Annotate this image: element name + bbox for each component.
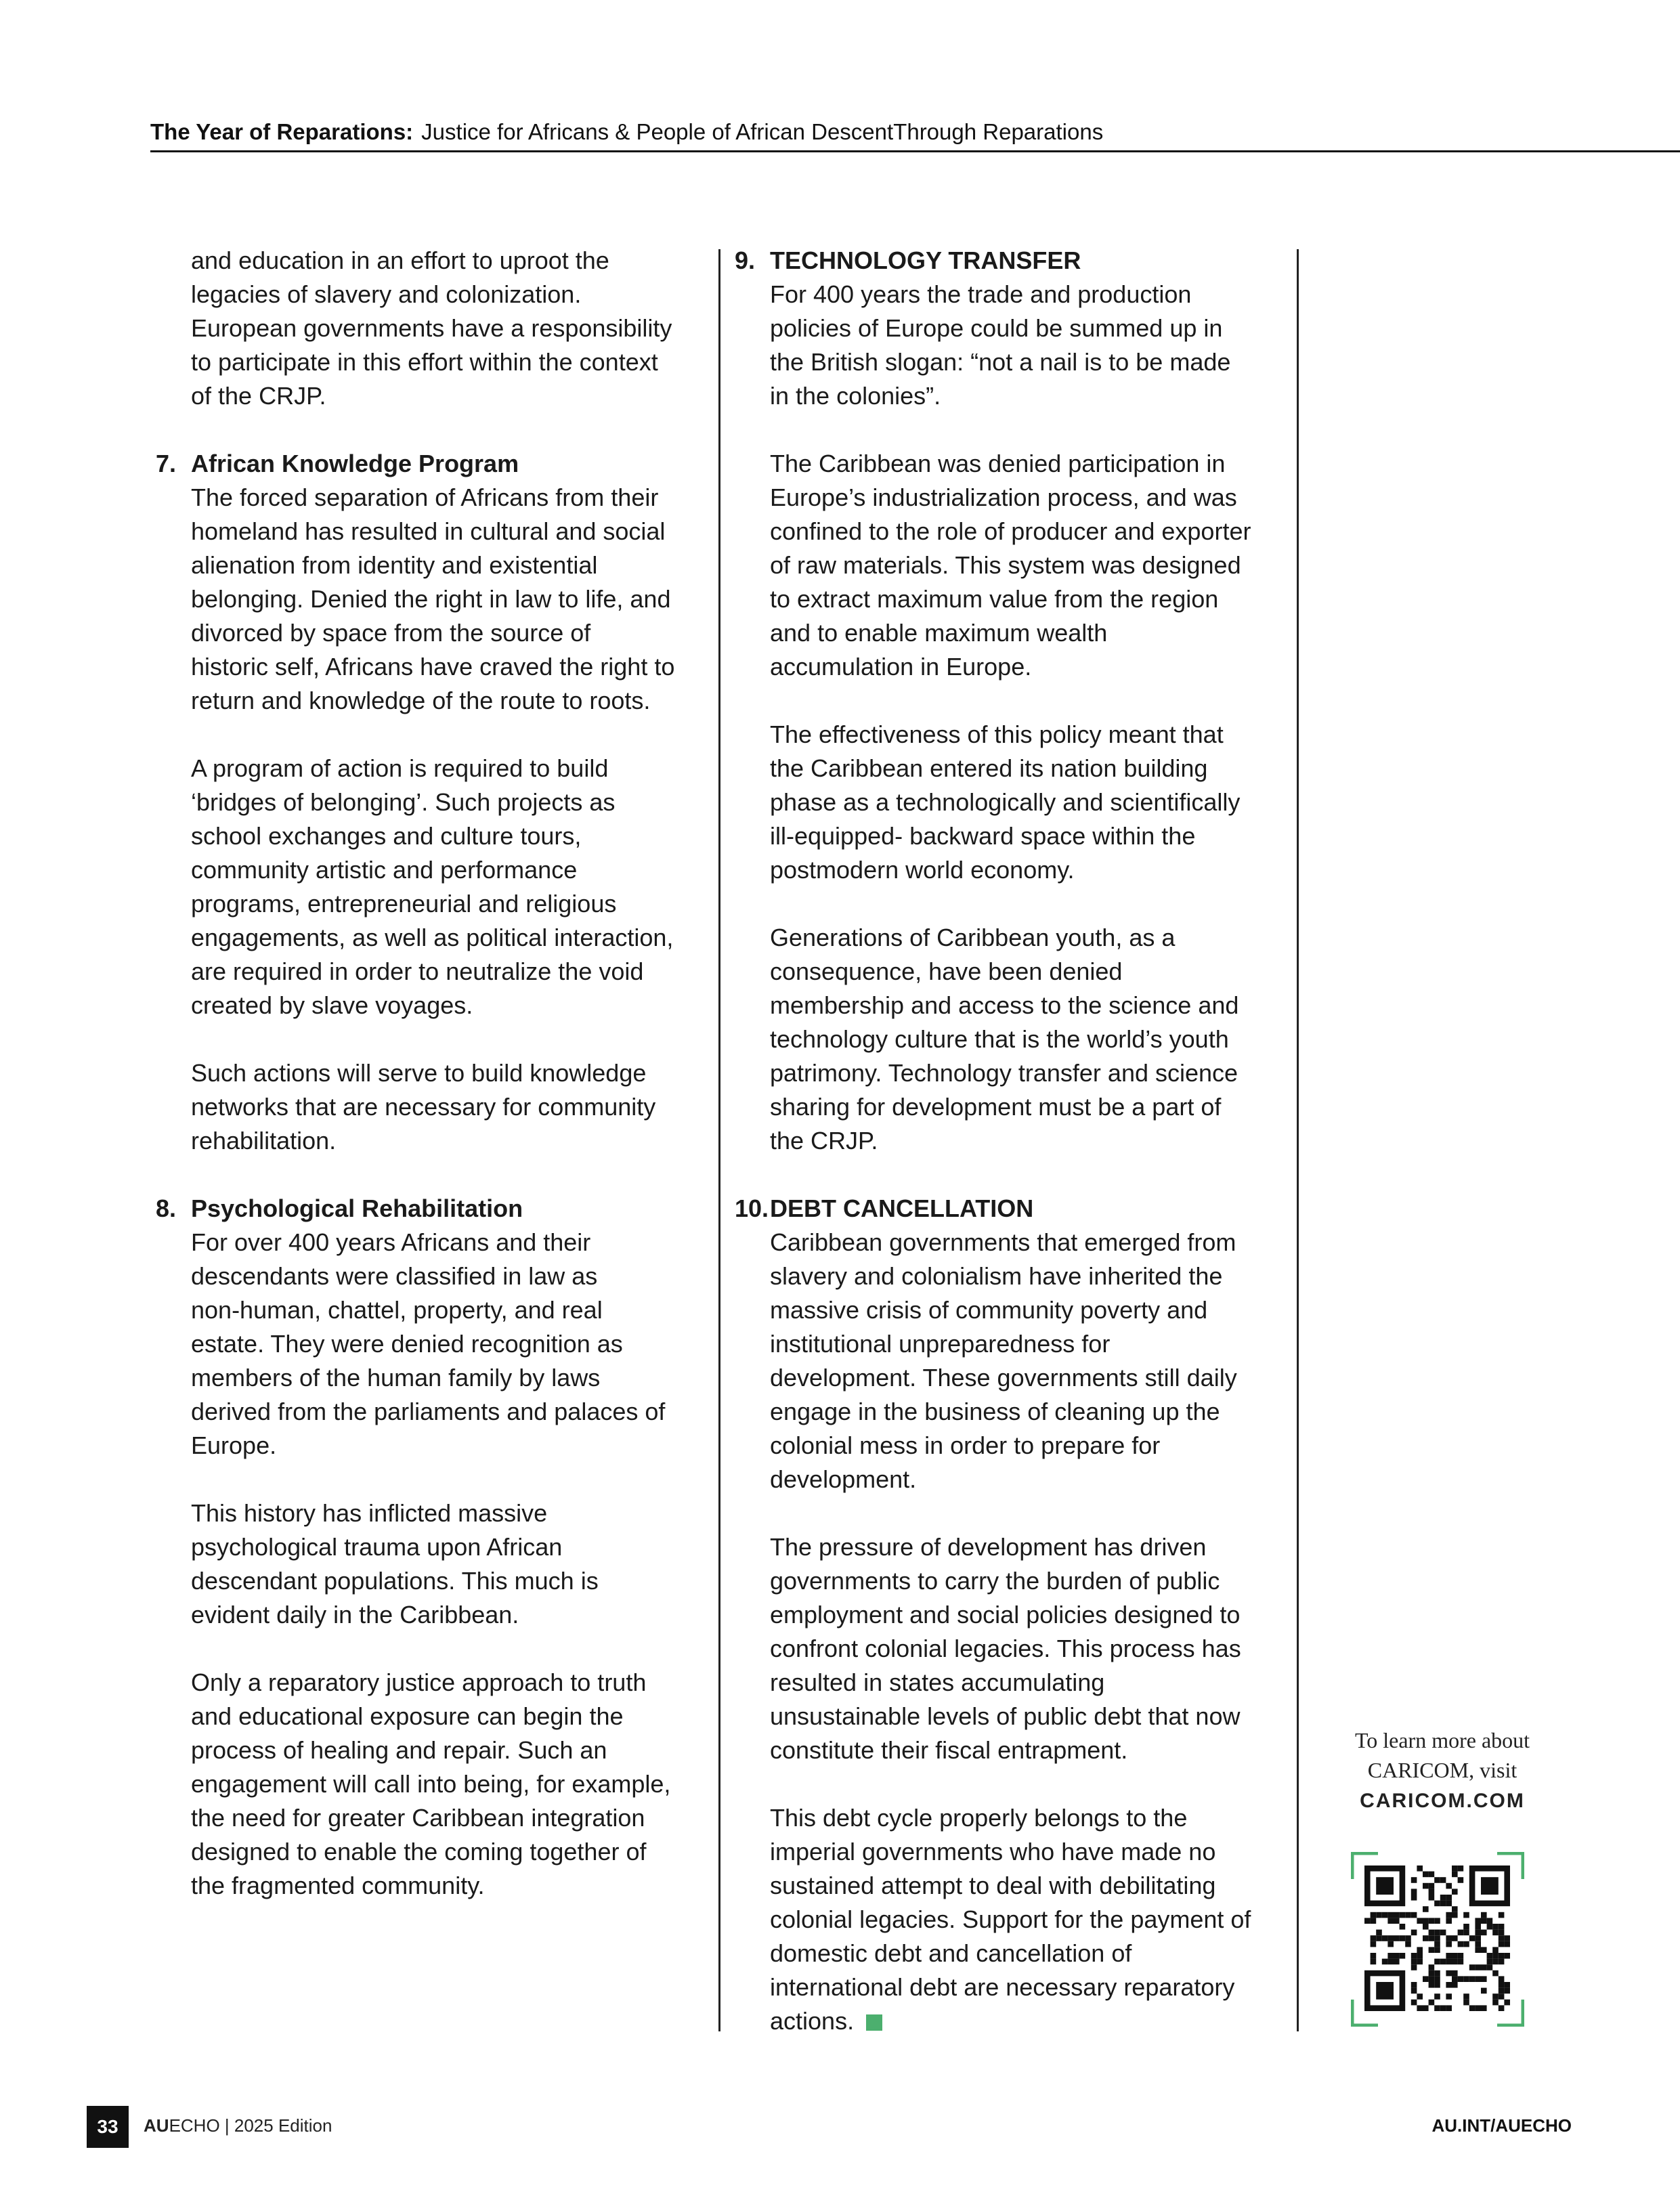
- page-number: 33: [87, 2106, 129, 2148]
- left-column: [156, 244, 711, 1937]
- body-paragraph: Generations of Caribbean youth, as a consequence, have been denied membership and access to the science and technology culture that is the world’s youth patrimony. Technology transfer and science sharing for development must be a part of the CRJP.: [770, 924, 1239, 1155]
- header-title-rest: Justice for Africans & People of African DescentThrough Reparations: [421, 119, 1104, 144]
- column-divider: [718, 249, 720, 2031]
- item-technology-transfer: [735, 244, 1297, 1158]
- body-paragraph: The pressure of development has driven governments to carry the burden of public employment and social policies designed to confront colonial legacies. This process has resulted in states accumulating unsustainable levels of public debt that now constitute their fiscal entrapment.: [770, 1533, 1241, 1764]
- item-title: Psychological Rehabilitation: [191, 1194, 523, 1222]
- item-body: [735, 278, 1297, 1158]
- item-number: 10.: [735, 1194, 769, 1222]
- caricom-promo: [1314, 1725, 1571, 1816]
- promo-line: To learn more about: [1354, 1728, 1530, 1752]
- promo-site-link[interactable]: CARICOM.COM: [1360, 1790, 1525, 1812]
- body-paragraph: The Caribbean was denied participation in Europe’s industrialization process, and was confined to the role of producer and exporter of raw materials. This system was designed to extract maximum value from the region and to enable maximum wealth accumulation in Europe.: [770, 450, 1251, 681]
- item-number: 8.: [156, 1194, 177, 1222]
- item-body: [156, 481, 711, 1158]
- body-paragraph: Such actions will serve to build knowledge networks that are necessary for community rehabilitation.: [191, 1059, 656, 1155]
- end-mark-icon: [866, 2014, 882, 2031]
- item-debt-cancellation: [735, 1192, 1297, 2038]
- body-paragraph: This history has inflicted massive psychological trauma upon African descendant populations. This much is evident daily in the Caribbean.: [191, 1499, 599, 1629]
- running-header: [150, 119, 1103, 145]
- body-paragraph: The effectiveness of this policy meant that the Caribbean entered its nation building phase as a technologically and scientifically ill-equipped- backward space within the postmodern world economy.: [770, 720, 1241, 884]
- item-heading: [735, 244, 1297, 278]
- item-body: [735, 1226, 1297, 2038]
- item-body: [156, 1226, 711, 1903]
- item-psychological-rehabilitation: [156, 1192, 711, 1903]
- brand-bold: AU: [144, 2115, 169, 2136]
- body-paragraph: For over 400 years Africans and their descendants were classified in law as non-human, chattel, property, and real estate. They were denied recognition as members of the human family by laws derived from the parliaments and palaces of Europe.: [191, 1228, 666, 1459]
- brand-rest: ECHO | 2025 Edition: [169, 2115, 332, 2136]
- body-paragraph: Only a reparatory justice approach to truth and educational exposure can begin the process of healing and repair. Such an engagement will call into being, for example, the need for greater Caribbean integration designed to enable the coming together of the fragmented community.: [191, 1668, 671, 1899]
- item-heading: [156, 447, 711, 481]
- item-african-knowledge-program: [156, 447, 711, 1158]
- final-paragraph: [735, 1801, 1297, 2038]
- item-title: DEBT CANCELLATION: [770, 1194, 1034, 1222]
- item-heading: [735, 1192, 1297, 1226]
- item-number: 7.: [156, 450, 177, 477]
- item-number: 9.: [735, 246, 756, 274]
- body-paragraph: The forced separation of Africans from their homeland has resulted in cultural and social alienation from identity and existential belonging. Denied the right in law to life, and divorced by space from the source of historic self, Africans have craved the right to return and knowledge of the route to roots.: [191, 483, 675, 714]
- body-paragraph: Caribbean governments that emerged from slavery and colonialism have inherited the massive crisis of community poverty and institutional unpreparedness for development. These governments still daily engage in the business of cleaning up the colonial mess in order to prepare for development.: [770, 1228, 1237, 1493]
- column-divider: [1297, 249, 1299, 2031]
- header-divider: [150, 150, 1680, 152]
- middle-column: [735, 244, 1297, 2072]
- item-title: African Knowledge Program: [191, 450, 519, 477]
- body-paragraph: For 400 years the trade and production policies of Europe could be summed up in the British slogan: “not a nail is to be made in the colonies”.: [770, 280, 1231, 410]
- item-heading: [156, 1192, 711, 1226]
- item-title: TECHNOLOGY TRANSFER: [770, 246, 1081, 274]
- qr-code-icon[interactable]: [1351, 1852, 1524, 2027]
- final-paragraph-text: This debt cycle properly belongs to the imperial governments who have made no sustained attempt to deal with debilitating colonial legacies. Support for the payment of domestic debt and cancellation of international debt are necessary reparatory actions.: [770, 1804, 1251, 2035]
- publication-name: [144, 2115, 332, 2136]
- intro-paragraph: and education in an effort to uproot the legacies of slavery and colonization. European governments have a responsibility to participate in this effort within the context of the CRJP.: [191, 246, 672, 410]
- body-paragraph: A program of action is required to build ‘bridges of belonging’. Such projects as school exchanges and culture tours, community artistic and performance programs, entrepreneurial and religious engagements, as well as political interaction, are required in order to neutralize the void created by slave voyages.: [191, 754, 674, 1019]
- header-title-bold: The Year of Reparations:: [150, 119, 414, 144]
- promo-line: CARICOM, visit: [1367, 1758, 1517, 1782]
- footer-url[interactable]: AU.INT/AUECHO: [1431, 2115, 1572, 2136]
